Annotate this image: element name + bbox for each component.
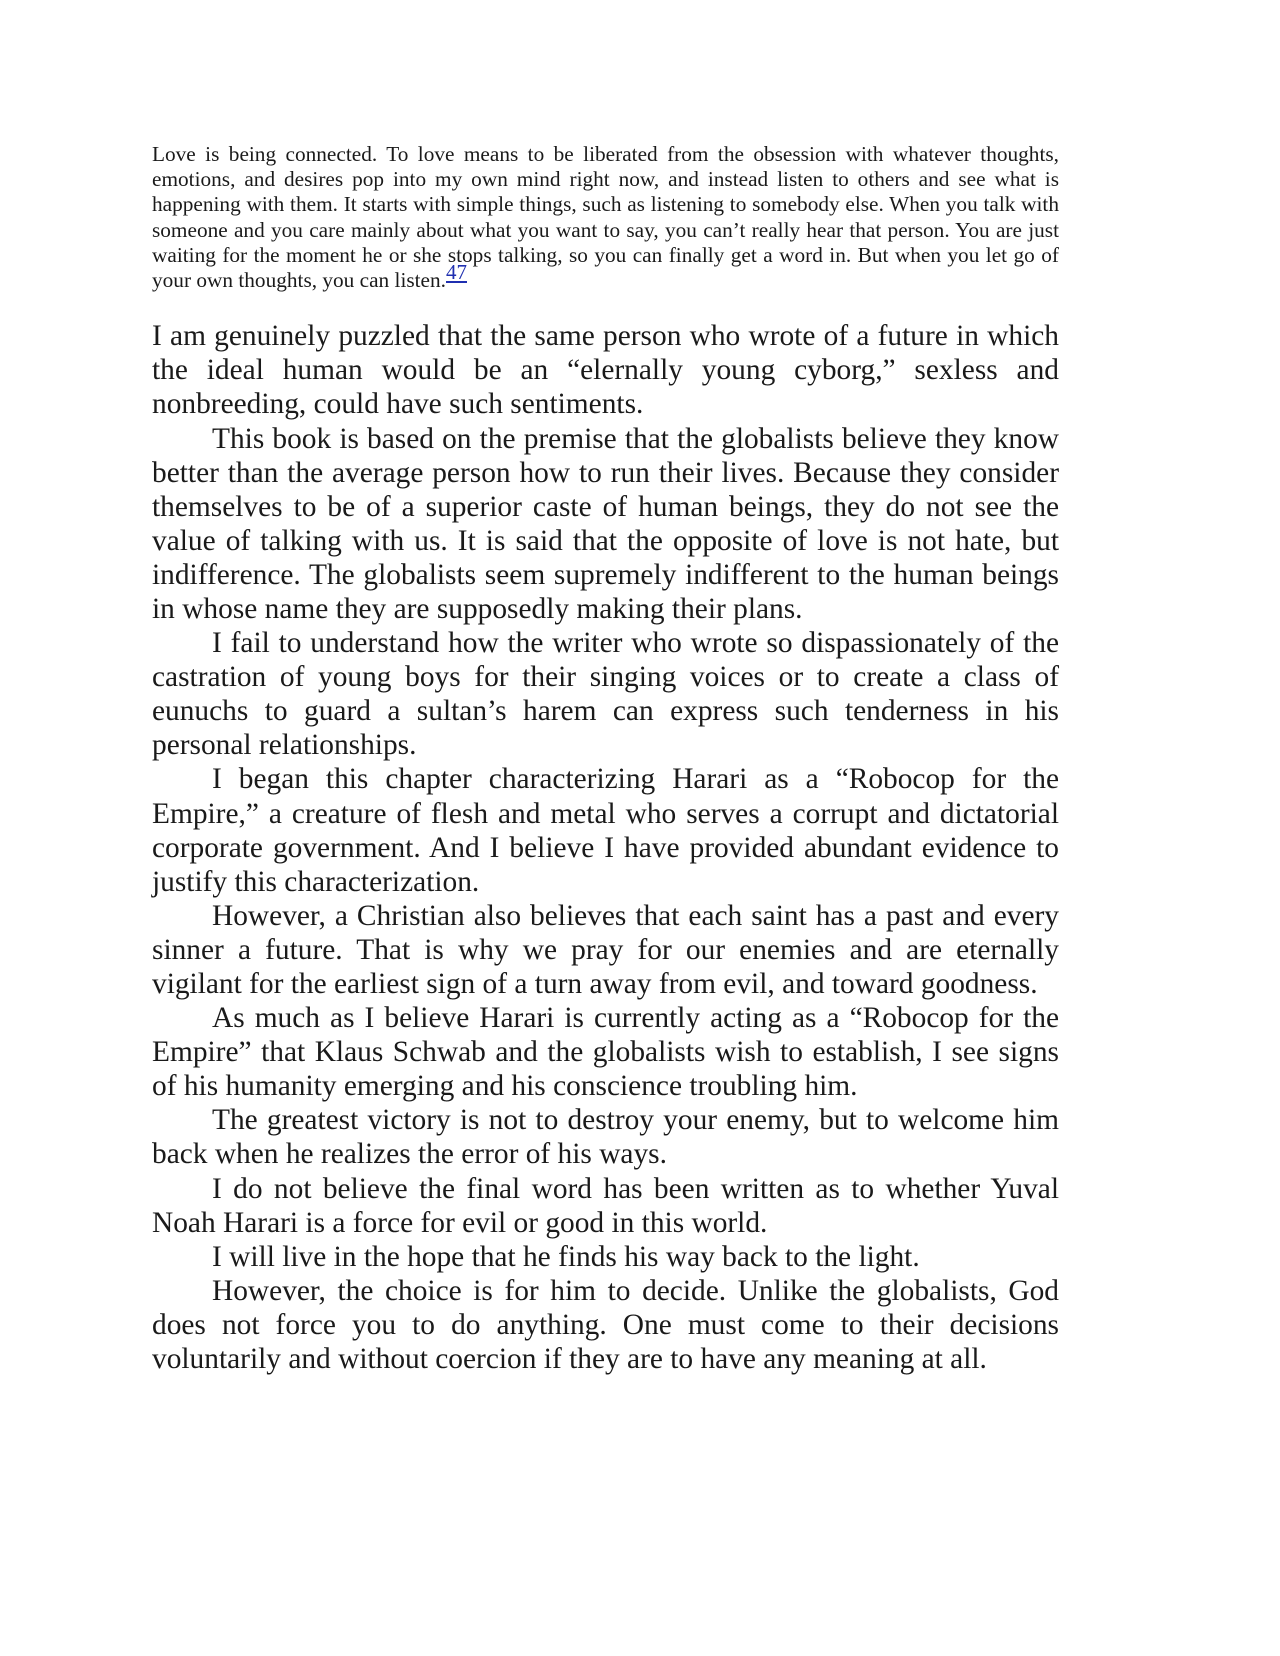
book-page [152,142,1059,1376]
body-text [152,319,1059,1376]
paragraph: However, a Christian also believes that each saint has a past and every sinner a future. That is why we pray for our enemies and are eternally vigilant for the earliest sign of a turn away from evil, and toward goodness. [152,899,1059,1000]
paragraph: I do not believe the final word has been written as to whether Yuval Noah Harari is a force for evil or good in this world. [152,1172,1059,1239]
paragraph: As much as I believe Harari is currently acting as a “Robocop for the Empire” that Klaus Schwab and the globalists wish to establish, I see signs of his humanity emerging and his conscience troubling him. [152,1002,1059,1103]
paragraph: I will live in the hope that he finds his way back to the light. [212,1240,920,1273]
paragraph: I began this chapter characterizing Harari as a “Robocop for the Empire,” a creature of flesh and metal who serves a corrupt and dictatorial corporate government. And I believe I have provided abundant evidence to justify this characterization. [152,763,1059,898]
paragraph: I fail to understand how the writer who wrote so dispassionately of the castration of young boys for their singing voices or to create a class of eunuchs to guard a sultan’s harem can express such tenderness in his personal relationships. [152,627,1059,762]
paragraph: The greatest victory is not to destroy your enemy, but to welcome him back when he realizes the error of his ways. [152,1104,1059,1171]
block-quote [152,142,1059,293]
footnote-link[interactable]: 47 [446,260,467,285]
paragraph: However, the choice is for him to decide. Unlike the globalists, God does not force you to do anything. One must come to their decisions voluntarily and without coercion if they are to have any meaning at all. [152,1274,1059,1376]
paragraph: I am genuinely puzzled that the same person who wrote of a future in which the ideal human would be an “elernally young cyborg,” sexless and nonbreeding, could have such sentiments. [152,320,1059,421]
paragraph: This book is based on the premise that the globalists believe they know better than the average person how to run their lives. Because they consider themselves to be of a superior caste of human beings, they do not see the value of talking with us. It is said that the opposite of love is not hate, but indifference. The globalists seem supremely indifferent to the human beings in whose name they are supposedly making their plans. [152,422,1059,625]
block-quote-text: Love is being connected. To love means to be liberated from the obsession with whatever thoughts, emotions, and desires pop into my own mind right now, and instead listen to others and see what is happening with them. It starts with simple things, such as listening to somebody else. When you talk with someone and you care mainly about what you want to say, you can’t really hear that person. You are just waiting for the moment he or she stops talking, so you can finally get a word in. But when you let go of your own thoughts, you can listen. [152,142,1059,293]
